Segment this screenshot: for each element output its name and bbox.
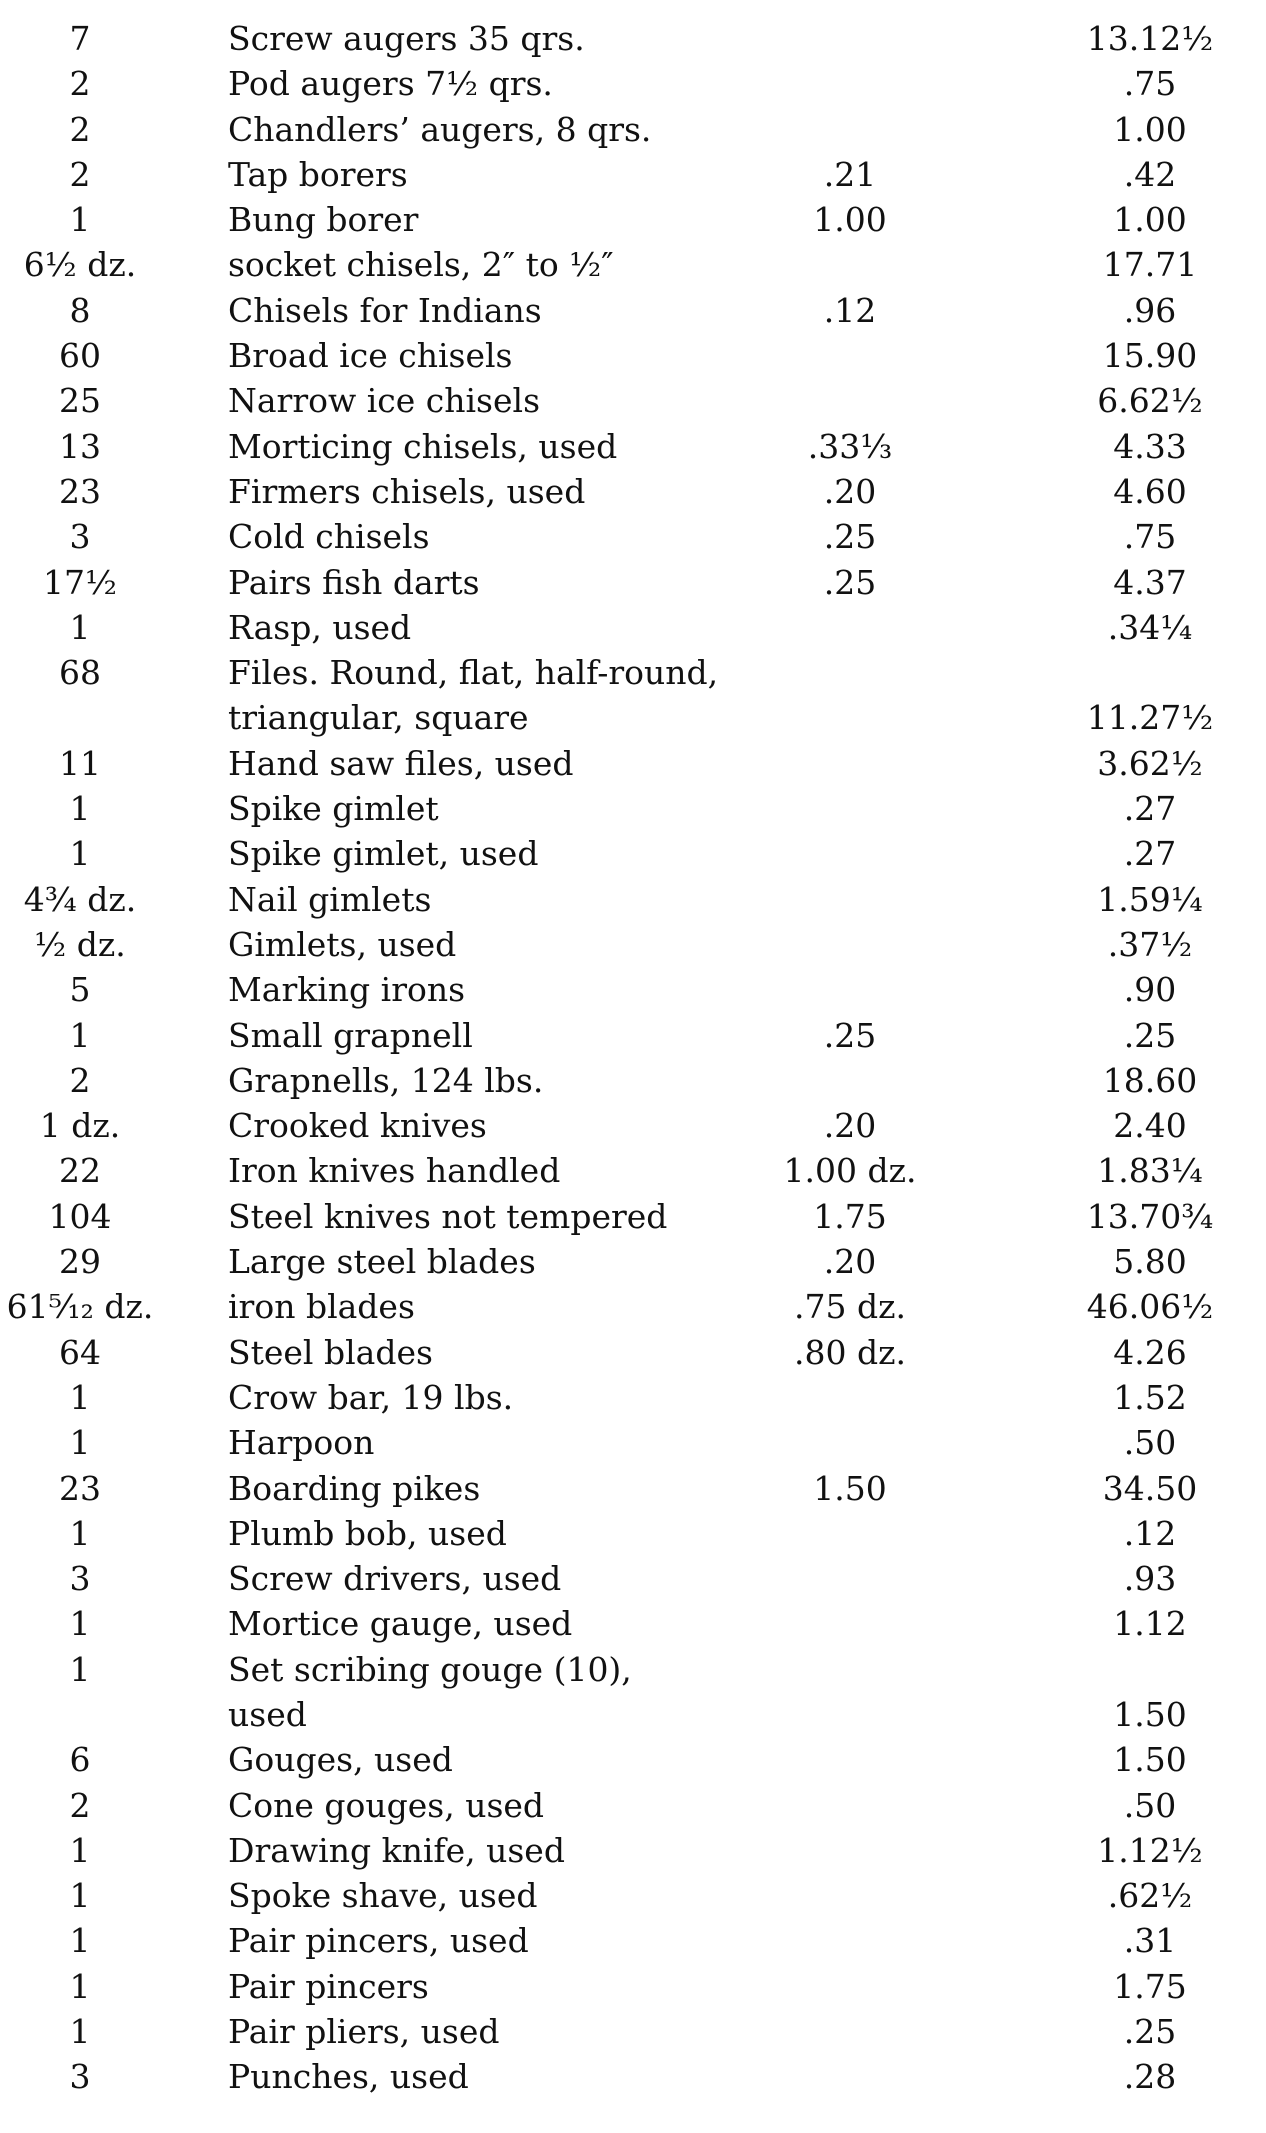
item-quantity: 1 <box>69 789 91 829</box>
item-description: Steel knives not tempered <box>228 1196 668 1236</box>
item-total: .27 <box>1123 789 1177 829</box>
item-quantity: ½ dz. <box>34 924 126 964</box>
item-quantity: 1 <box>69 1377 91 1417</box>
item-total: .37½ <box>1107 924 1193 964</box>
item-total: .12 <box>1123 1513 1177 1553</box>
item-description: Marking irons <box>228 970 466 1010</box>
item-total: .50 <box>1123 1423 1177 1463</box>
item-total: 1.12½ <box>1097 1830 1203 1870</box>
ledger-row <box>0 1783 1266 1828</box>
ledger-row <box>0 469 1266 514</box>
ledger-row <box>0 514 1266 559</box>
item-quantity: 1 <box>69 1921 91 1961</box>
item-quantity: 1 <box>69 200 91 240</box>
item-total: 5.80 <box>1113 1242 1187 1282</box>
item-description: iron blades <box>228 1287 415 1327</box>
item-description: Nail gimlets <box>228 879 432 919</box>
item-description: Iron knives handled <box>228 1151 561 1191</box>
ledger-row <box>0 107 1266 152</box>
item-total: .93 <box>1123 1559 1177 1599</box>
item-description: Harpoon <box>228 1423 375 1463</box>
item-quantity: 1 <box>69 1830 91 1870</box>
item-unit-price: .75 dz. <box>794 1287 906 1327</box>
item-total: 1.00 <box>1113 109 1187 149</box>
ledger-row <box>0 695 1266 740</box>
item-total: 34.50 <box>1102 1468 1198 1508</box>
item-total: .25 <box>1123 1015 1177 1055</box>
ledger-row <box>0 1284 1266 1329</box>
item-total: 46.06½ <box>1086 1287 1214 1327</box>
item-total: 13.70¾ <box>1086 1196 1214 1236</box>
item-total: 1.50 <box>1113 1694 1187 1734</box>
item-description: Files. Round, flat, half-round, <box>228 653 719 693</box>
ledger-row <box>0 1964 1266 2009</box>
item-total: 11.27½ <box>1086 698 1214 738</box>
item-description: Gouges, used <box>228 1740 453 1780</box>
item-unit-price: .25 <box>823 517 877 557</box>
ledger-row <box>0 197 1266 242</box>
ledger-row <box>0 61 1266 106</box>
item-description: Morticing chisels, used <box>228 426 618 466</box>
item-total: 1.75 <box>1113 1966 1187 2006</box>
item-unit-price: .80 dz. <box>794 1332 906 1372</box>
ledger-row <box>0 1601 1266 1646</box>
item-description: Drawing knife, used <box>228 1830 565 1870</box>
item-quantity: 25 <box>59 381 101 421</box>
item-quantity: 61⁵⁄₁₂ dz. <box>6 1287 154 1327</box>
ledger-row <box>0 2054 1266 2099</box>
item-quantity: 2 <box>69 154 91 194</box>
ledger-row <box>0 378 1266 423</box>
ledger-row <box>0 967 1266 1012</box>
item-unit-price: .12 <box>823 290 877 330</box>
item-quantity: 23 <box>59 1468 101 1508</box>
item-unit-price: .20 <box>823 1106 877 1146</box>
ledger-row <box>0 242 1266 287</box>
item-description: triangular, square <box>228 698 529 738</box>
item-total: .27 <box>1123 834 1177 874</box>
item-total: 15.90 <box>1102 336 1198 376</box>
ledger-row <box>0 1239 1266 1284</box>
item-total: 18.60 <box>1102 1060 1198 1100</box>
item-total: 1.00 <box>1113 200 1187 240</box>
item-quantity: 13 <box>59 426 101 466</box>
ledger-row <box>0 1466 1266 1511</box>
item-description: Spike gimlet <box>228 789 439 829</box>
ledger-row <box>0 1873 1266 1918</box>
item-total: .75 <box>1123 517 1177 557</box>
item-description: Pair pincers <box>228 1966 429 2006</box>
ledger-row <box>0 1737 1266 1782</box>
item-quantity: 104 <box>48 1196 112 1236</box>
item-description: Firmers chisels, used <box>228 471 586 511</box>
item-total: .31 <box>1123 1921 1177 1961</box>
item-description: Spike gimlet, used <box>228 834 539 874</box>
item-description: Bung borer <box>228 200 419 240</box>
item-description: Plumb bob, used <box>228 1513 507 1553</box>
ledger-row <box>0 333 1266 378</box>
ledger-row <box>0 288 1266 333</box>
item-quantity: 1 <box>69 2012 91 2052</box>
ledger-row <box>0 560 1266 605</box>
item-quantity: 1 <box>69 1649 91 1689</box>
item-description: Spoke shave, used <box>228 1876 538 1916</box>
ledger-row <box>0 786 1266 831</box>
item-quantity: 29 <box>59 1242 101 1282</box>
item-description: Cold chisels <box>228 517 430 557</box>
item-quantity: 6 <box>69 1740 91 1780</box>
item-total: 17.71 <box>1102 245 1198 285</box>
ledger-row <box>0 1375 1266 1420</box>
item-description: Crow bar, 19 lbs. <box>228 1377 514 1417</box>
item-total: 1.52 <box>1113 1377 1187 1417</box>
item-total: .28 <box>1123 2057 1177 2097</box>
ledger-row <box>0 1330 1266 1375</box>
item-total: 4.60 <box>1113 471 1187 511</box>
item-unit-price: .33⅓ <box>807 426 893 466</box>
item-description: Pair pliers, used <box>228 2012 500 2052</box>
ledger-row <box>0 1194 1266 1239</box>
item-description: Steel blades <box>228 1332 433 1372</box>
item-description: Narrow ice chisels <box>228 381 541 421</box>
item-total: .90 <box>1123 970 1177 1010</box>
ledger-row <box>0 1692 1266 1737</box>
item-total: 13.12½ <box>1086 19 1214 58</box>
item-quantity: 3 <box>69 1559 91 1599</box>
item-description: Rasp, used <box>228 607 412 647</box>
item-quantity: 4¾ dz. <box>23 879 137 919</box>
ledger-row <box>0 605 1266 650</box>
ledger-row <box>0 1148 1266 1193</box>
ledger-row <box>0 1511 1266 1556</box>
item-unit-price: 1.50 <box>813 1468 887 1508</box>
item-quantity: 2 <box>69 1785 91 1825</box>
ledger-row <box>0 741 1266 786</box>
item-quantity: 6½ dz. <box>23 245 137 285</box>
item-quantity: 60 <box>59 336 101 376</box>
item-description: Mortice gauge, used <box>228 1604 573 1644</box>
item-total: 6.62½ <box>1097 381 1203 421</box>
ledger-row <box>0 922 1266 967</box>
item-quantity: 2 <box>69 64 91 104</box>
item-description: Crooked knives <box>228 1106 487 1146</box>
item-description: Hand saw files, used <box>228 743 574 783</box>
item-unit-price: 1.00 <box>813 200 887 240</box>
item-description: Screw augers 35 qrs. <box>228 19 585 58</box>
item-quantity: 3 <box>69 517 91 557</box>
ledger-row <box>0 1013 1266 1058</box>
item-quantity: 1 dz. <box>39 1106 121 1146</box>
item-description: used <box>228 1694 307 1734</box>
item-total: .25 <box>1123 2012 1177 2052</box>
item-total: 1.83¼ <box>1097 1151 1203 1191</box>
item-total: .42 <box>1123 154 1177 194</box>
ledger-row <box>0 1647 1266 1692</box>
item-quantity: 68 <box>59 653 101 693</box>
item-quantity: 3 <box>69 2057 91 2097</box>
item-quantity: 2 <box>69 109 91 149</box>
item-total: 3.62½ <box>1097 743 1203 783</box>
item-quantity: 1 <box>69 1604 91 1644</box>
item-description: Punches, used <box>228 2057 469 2097</box>
ledger-row <box>0 877 1266 922</box>
item-description: Gimlets, used <box>228 924 457 964</box>
item-description: Screw drivers, used <box>228 1559 562 1599</box>
item-quantity: 1 <box>69 1876 91 1916</box>
item-total: 2.40 <box>1113 1106 1187 1146</box>
item-description: socket chisels, 2″ to ½″ <box>228 245 614 285</box>
item-description: Boarding pikes <box>228 1468 481 1508</box>
ledger-row <box>0 1103 1266 1148</box>
item-description: Large steel blades <box>228 1242 536 1282</box>
item-description: Grapnells, 124 lbs. <box>228 1060 544 1100</box>
ledger-row <box>0 1420 1266 1465</box>
ledger-row <box>0 1058 1266 1103</box>
item-unit-price: .20 <box>823 1242 877 1282</box>
item-description: Pod augers 7½ qrs. <box>228 64 553 104</box>
item-total: .75 <box>1123 64 1177 104</box>
ledger-row <box>0 424 1266 469</box>
item-total: 1.50 <box>1113 1740 1187 1780</box>
item-unit-price: .25 <box>823 1015 877 1055</box>
ledger-row <box>0 831 1266 876</box>
item-quantity: 22 <box>59 1151 101 1191</box>
item-quantity: 5 <box>69 970 91 1010</box>
item-quantity: 1 <box>69 1966 91 2006</box>
item-description: Set scribing gouge (10), <box>228 1649 632 1689</box>
item-quantity: 2 <box>69 1060 91 1100</box>
item-total: 1.59¼ <box>1097 879 1203 919</box>
item-unit-price: 1.00 dz. <box>783 1151 917 1191</box>
item-quantity: 1 <box>69 607 91 647</box>
item-description: Tap borers <box>228 154 408 194</box>
item-total: .96 <box>1123 290 1177 330</box>
item-unit-price: .20 <box>823 471 877 511</box>
item-quantity: 11 <box>59 743 101 783</box>
ledger-row <box>0 16 1266 61</box>
item-description: Pair pincers, used <box>228 1921 529 1961</box>
item-unit-price: .25 <box>823 562 877 602</box>
item-quantity: 23 <box>59 471 101 511</box>
item-total: 4.33 <box>1113 426 1187 466</box>
item-unit-price: 1.75 <box>813 1196 887 1236</box>
item-total: 4.37 <box>1113 562 1187 602</box>
item-description: Broad ice chisels <box>228 336 513 376</box>
item-quantity: 1 <box>69 1423 91 1463</box>
item-description: Chisels for Indians <box>228 290 542 330</box>
item-total: 4.26 <box>1113 1332 1187 1372</box>
ledger-row <box>0 1918 1266 1963</box>
ledger-row <box>0 2009 1266 2054</box>
item-quantity: 8 <box>69 290 91 330</box>
item-description: Pairs fish darts <box>228 562 480 602</box>
item-description: Cone gouges, used <box>228 1785 545 1825</box>
item-quantity: 7 <box>69 19 91 58</box>
item-description: Chandlers’ augers, 8 qrs. <box>228 109 652 149</box>
ledger-row <box>0 1556 1266 1601</box>
item-quantity: 64 <box>59 1332 101 1372</box>
item-total: .50 <box>1123 1785 1177 1825</box>
inventory-ledger-page <box>0 16 1266 2100</box>
ledger-row <box>0 152 1266 197</box>
ledger-row <box>0 1828 1266 1873</box>
item-total: .62½ <box>1107 1876 1193 1916</box>
item-total: .34¼ <box>1107 607 1193 647</box>
item-quantity: 17½ <box>43 562 117 602</box>
item-quantity: 1 <box>69 834 91 874</box>
item-total: 1.12 <box>1113 1604 1187 1644</box>
item-unit-price: .21 <box>823 154 877 194</box>
ledger-row <box>0 650 1266 695</box>
item-quantity: 1 <box>69 1015 91 1055</box>
item-description: Small grapnell <box>228 1015 473 1055</box>
item-quantity: 1 <box>69 1513 91 1553</box>
